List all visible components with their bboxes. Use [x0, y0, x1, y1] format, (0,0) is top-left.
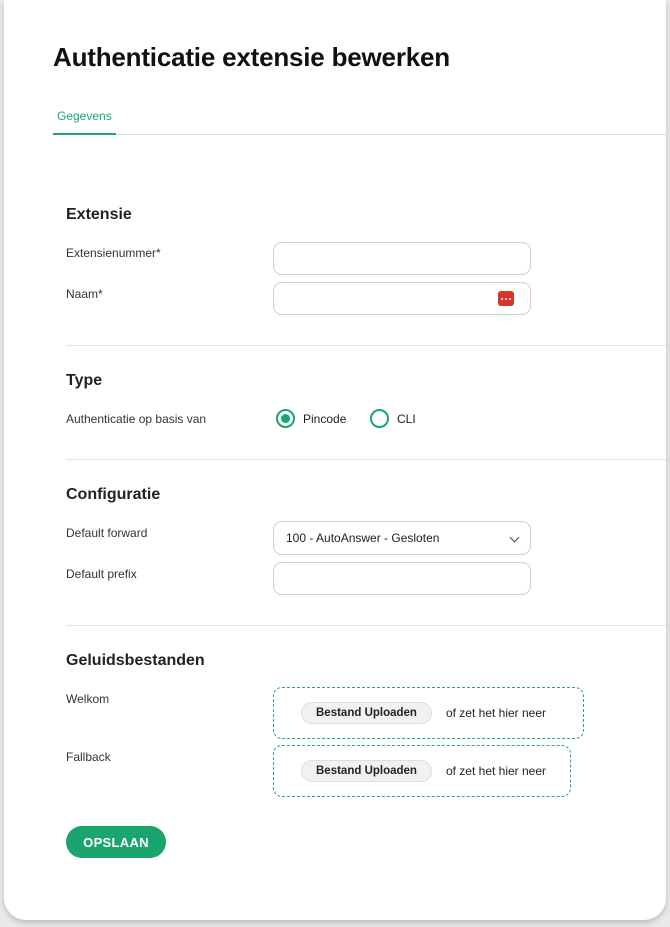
extensienummer-input[interactable]	[273, 242, 531, 275]
section-title-configuratie: Configuratie	[66, 486, 161, 503]
default-prefix-input[interactable]	[273, 562, 531, 595]
auth-basis-label: Authenticatie op basis van	[66, 412, 207, 426]
fallback-dropzone[interactable]	[273, 745, 571, 797]
fallback-label: Fallback	[66, 750, 111, 764]
naam-input[interactable]	[273, 282, 531, 315]
welkom-drop-text: of zet het hier neer	[445, 706, 547, 720]
radio-cli-label: CLI	[397, 411, 416, 426]
password-manager-icon[interactable]	[498, 291, 514, 306]
radio-pincode[interactable]	[276, 409, 346, 428]
radio-cli[interactable]	[370, 409, 416, 428]
default-prefix-label: Default prefix	[66, 567, 137, 581]
section-title-type: Type	[66, 372, 103, 389]
fallback-upload-button[interactable]: Bestand Uploaden	[301, 760, 432, 782]
radio-unchecked-icon[interactable]	[370, 409, 389, 428]
extensienummer-label: Extensienummer*	[66, 246, 161, 260]
divider	[66, 345, 666, 346]
radio-checked-icon[interactable]	[276, 409, 295, 428]
section-title-geluidsbestanden: Geluidsbestanden	[66, 652, 205, 669]
welkom-upload-button[interactable]: Bestand Uploaden	[301, 702, 432, 724]
edit-card	[4, 0, 666, 920]
divider	[66, 625, 666, 626]
fallback-drop-text: of zet het hier neer	[445, 764, 547, 778]
tab-bar	[53, 106, 666, 135]
section-title-extensie: Extensie	[66, 206, 132, 223]
welkom-label: Welkom	[66, 692, 110, 706]
naam-label: Naam*	[66, 287, 103, 301]
divider	[66, 459, 666, 460]
default-forward-select[interactable]	[273, 521, 531, 555]
welkom-dropzone[interactable]	[273, 687, 584, 739]
save-button[interactable]: OPSLAAN	[66, 826, 166, 858]
tab-gegevens[interactable]: Gegevens	[53, 106, 116, 135]
default-forward-label: Default forward	[66, 526, 148, 540]
default-forward-value: 100 - AutoAnswer - Gesloten	[286, 531, 440, 545]
page-title: Authenticatie extensie bewerken	[53, 42, 450, 72]
radio-pincode-label: Pincode	[303, 411, 347, 426]
chevron-down-icon	[510, 533, 520, 543]
